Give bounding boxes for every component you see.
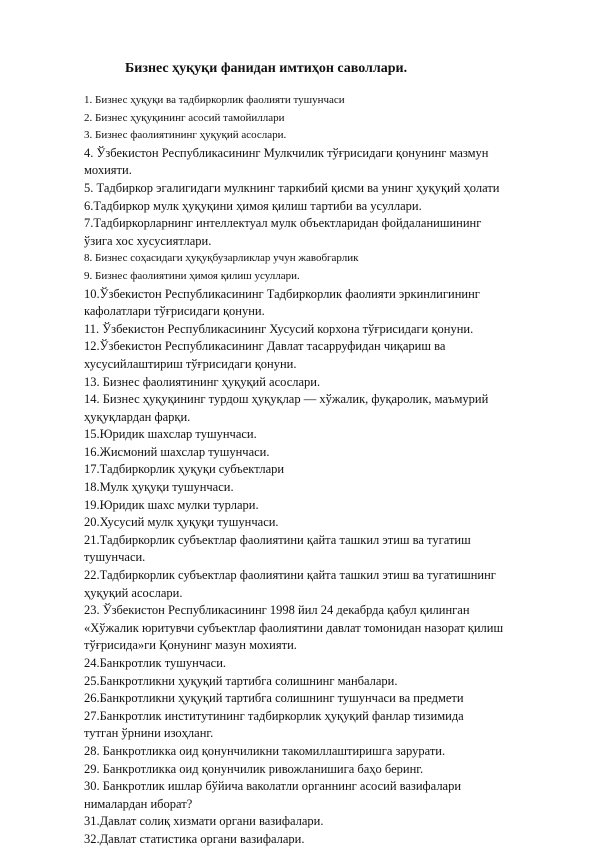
- question-line: 21.Тадбиркорлик субъектлар фаолиятини қайта ташкил этиш ва тугатиш: [84, 532, 471, 547]
- question-line: 26.Банкротликни ҳуқуқий тартибга солишнинг тушунчаси ва предмети: [84, 691, 464, 706]
- question-line: кафолатлари тўғрисидаги қонуни.: [84, 304, 265, 319]
- question-line: 4. Ўзбекистон Республикасининг Мулкчилик тўғрисидаги қонунинг мазмун: [84, 145, 489, 160]
- question-line: 9. Бизнес фаолиятини ҳимоя қилиш усуллари.: [84, 269, 300, 282]
- question-line: 27.Банкротлик институтининг тадбиркорлик ҳуқуқий фанлар тизимида: [84, 708, 464, 723]
- question-line: 24.Банкротлик тушунчаси.: [84, 656, 227, 670]
- question-line: 15.Юридик шахслар тушунчаси.: [84, 427, 257, 442]
- question-line: 11. Ўзбекистон Республикасининг Хусусий корхона тўғрисидаги қонуни.: [84, 321, 474, 336]
- question-line: 17.Тадбиркорлик ҳуқуқи субъектлари: [84, 462, 285, 477]
- question-line: «Хўжалик юритувчи субъектлар фаолиятини давлат томонидан назорат қилиш: [84, 620, 504, 635]
- question-line: ҳуқуқлардан фарқи.: [84, 409, 191, 424]
- question-line: 19.Юридик шахс мулки турлари.: [84, 497, 259, 512]
- question-line: 3. Бизнес фаолиятининг ҳуқуқий асослари.: [84, 129, 287, 142]
- question-line: 23. Ўзбекистон Республикасининг 1998 йил 24 декабрда қабул қилинган: [84, 603, 470, 618]
- question-line: 16.Жисмоний шахслар тушунчаси.: [84, 444, 270, 459]
- question-line: 25.Банкротликни ҳуқуқий тартибга солишнинг манбалари.: [84, 673, 398, 688]
- question-line: 18.Мулк ҳуқуқи тушунчаси.: [84, 480, 234, 495]
- question-line: 12.Ўзбекистон Республикасининг Давлат тасарруфидан чиқариш ва: [84, 339, 446, 354]
- question-line: ҳуқуқий асослари.: [84, 585, 183, 600]
- question-line: 32.Давлат статистика органи вазифалари.: [84, 831, 305, 846]
- page-title: Бизнес ҳуқуқи фанидан имтиҳон саволлари.: [125, 61, 408, 76]
- question-line: 2. Бизнес ҳуқуқининг асосий тамойиллари: [84, 111, 285, 124]
- question-line: 30. Банкротлик ишлар бўйича ваколатли органнинг асосий вазифалари: [84, 779, 462, 794]
- question-line: 7.Тадбиркорларнинг интеллектуал мулк объектларидан фойдаланишининг: [84, 216, 482, 231]
- question-line: тутган ўрнини изоҳланг.: [84, 726, 214, 741]
- question-line: 6.Тадбиркор мулк ҳуқуқини ҳимоя қилиш тартиби ва усуллари.: [84, 198, 422, 213]
- question-line: 31.Давлат солиқ хизмати органи вазифалари.: [84, 814, 324, 829]
- question-list: [84, 92, 564, 849]
- question-line: 13. Бизнес фаолиятининг ҳуқуқий асослари.: [84, 374, 321, 389]
- question-line: 8. Бизнес соҳасидаги ҳуқуқбузарликлар учун жавобгарлик: [84, 252, 359, 265]
- question-line: 20.Хусусий мулк ҳуқуқи тушунчаси.: [84, 515, 279, 530]
- question-line: нималардан иборат?: [84, 796, 193, 811]
- question-line: 5. Тадбиркор эгалигидаги мулкнинг таркибий қисми ва унинг ҳуқуқий ҳолати: [84, 180, 500, 195]
- question-line: 14. Бизнес ҳуқуқининг турдош ҳуқуқлар — хўжалик, фуқаролик, маъмурий: [84, 392, 489, 407]
- question-line: 28. Банкротликка оид қонунчиликни такомиллаштиришга зарурати.: [84, 743, 446, 758]
- question-line: тўғрисида»ги Қонунинг мазун мохияти.: [84, 638, 297, 653]
- question-line: хусусийлаштириш тўғрисидаги қонуни.: [84, 356, 297, 371]
- question-line: 22.Тадбиркорлик субъектлар фаолиятини қайта ташкил этиш ва тугатишнинг: [84, 568, 496, 583]
- question-line: мохияти.: [84, 163, 132, 178]
- question-line: ўзига хос хусусиятлари.: [84, 233, 212, 248]
- question-line: тушунчаси.: [84, 550, 146, 565]
- question-line: 10.Ўзбекистон Республикасининг Тадбиркорлик фаолияти эркинлигининг: [84, 286, 480, 301]
- question-line: 29. Банкротликка оид қонунчилик ривожланишига баҳо беринг.: [84, 761, 424, 776]
- question-line: 1. Бизнес ҳуқуқи ва тадбиркорлик фаолияти тушунчаси: [84, 94, 345, 106]
